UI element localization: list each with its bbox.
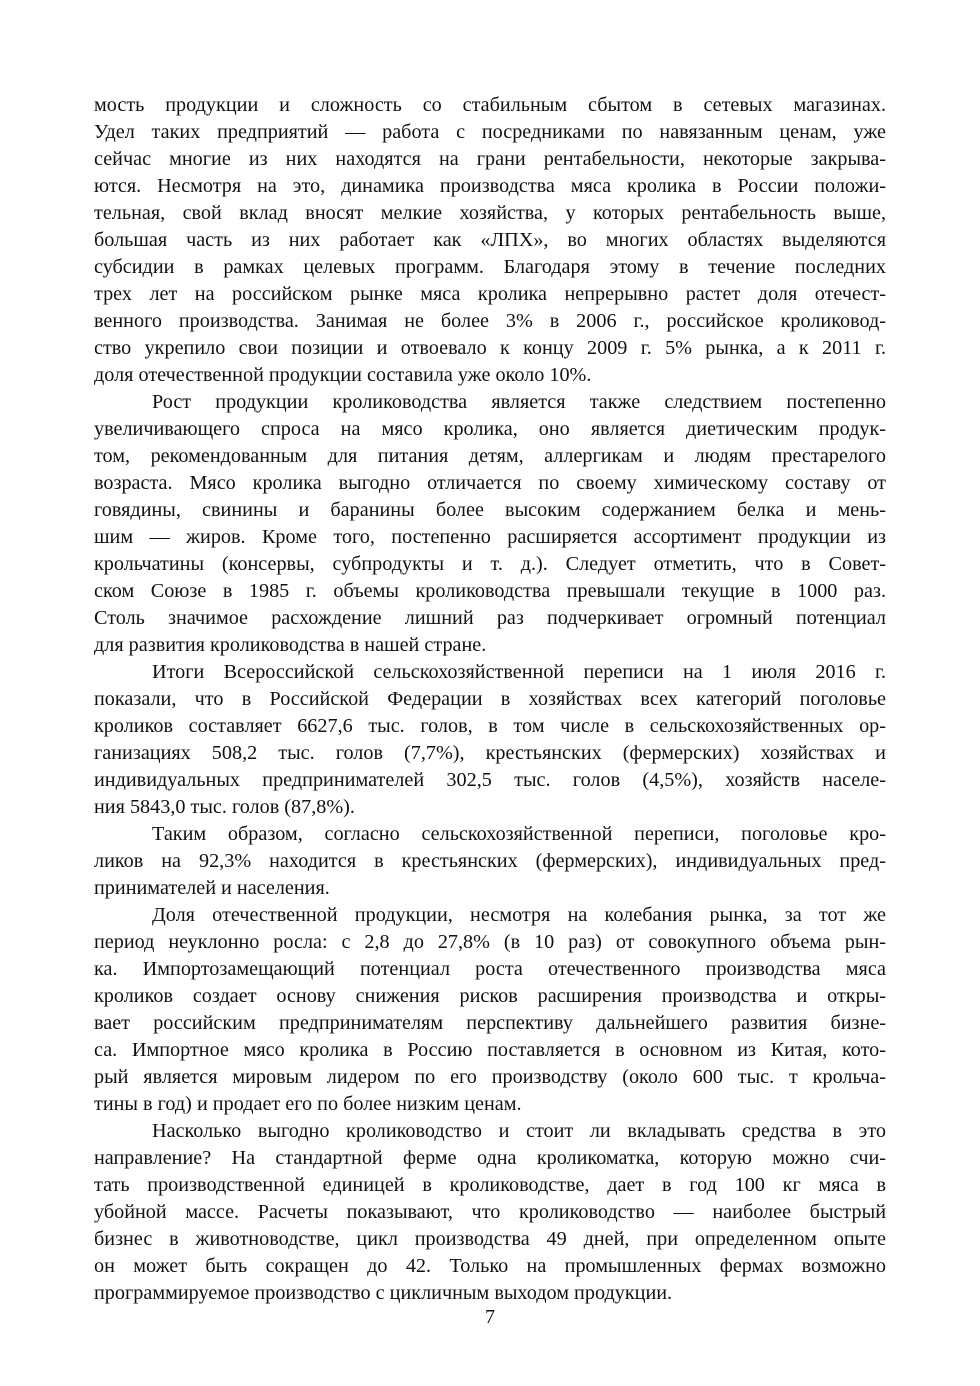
text-line: сейчас многие из них находятся на грани рентабельности, некоторые закрыва- — [94, 148, 886, 170]
text-line: для развития кролиководства в нашей стране. — [94, 634, 487, 656]
paragraph-6 — [94, 1118, 886, 1307]
paragraph-1 — [94, 92, 886, 389]
text-line: ния 5843,0 тыс. голов (87,8%). — [94, 796, 355, 818]
text-line: он может быть сокращен до 42. Только на промышленных фермах возможно — [94, 1255, 886, 1277]
text-line: увеличивающего спроса на мясо кролика, оно является диетическим продук- — [94, 418, 886, 440]
text-line: мость продукции и сложность со стабильным сбытом в сетевых магазинах. — [94, 94, 886, 116]
paragraph-5 — [94, 902, 886, 1118]
text-line: ском Союзе в 1985 г. объемы кролиководства превышали текущие в 1000 раз. — [94, 580, 886, 602]
text-line: убойной массе. Расчеты показывают, что кролиководство — наиболее быстрый — [94, 1201, 886, 1223]
text-line: направление? На стандартной ферме одна кроликоматка, которую можно счи- — [94, 1147, 886, 1169]
text-line: Доля отечественной продукции, несмотря на колебания рынка, за тот же — [152, 904, 886, 926]
text-line: период неуклонно росла: с 2,8 до 27,8% (в 10 раз) от совокупного объема рын- — [94, 931, 886, 953]
text-line: возраста. Мясо кролика выгодно отличается по своему химическому составу от — [94, 472, 886, 494]
paragraph-2 — [94, 389, 886, 659]
text-line: кроликов составляет 6627,6 тыс. голов, в том числе в сельскохозяйственных ор- — [94, 715, 886, 737]
text-line: ются. Несмотря на это, динамика производства мяса кролика в России положи- — [94, 175, 886, 197]
text-line: Итоги Всероссийской сельскохозяйственной переписи на 1 июля 2016 г. — [152, 661, 886, 683]
text-line: ство укрепило свои позиции и отвоевало к концу 2009 г. 5% рынка, а к 2011 г. — [94, 337, 886, 359]
text-line: индивидуальных предпринимателей 302,5 тыс. голов (4,5%), хозяйств населе- — [94, 769, 886, 791]
text-line: кроликов создает основу снижения рисков расширения производства и откры- — [94, 985, 886, 1007]
text-line: субсидии в рамках целевых программ. Благодаря этому в течение последних — [94, 256, 886, 278]
text-line: доля отечественной продукции составила уже около 10%. — [94, 364, 592, 386]
text-line: принимателей и населения. — [94, 877, 330, 899]
text-line: ликов на 92,3% находится в крестьянских (фермерских), индивидуальных пред- — [94, 850, 886, 872]
text-line: вает российским предпринимателям перспективу дальнейшего развития бизне- — [94, 1012, 886, 1034]
text-line: крольчатины (консервы, субпродукты и т. д.). Следует отметить, что в Совет- — [94, 553, 886, 575]
text-line: Столь значимое расхождение лишний раз подчеркивает огромный потенциал — [94, 607, 886, 629]
text-line: том, рекомендованным для питания детям, аллергикам и людям престарелого — [94, 445, 886, 467]
text-line: шим — жиров. Кроме того, постепенно расширяется ассортимент продукции из — [94, 526, 886, 548]
text-line: трех лет на российском рынке мяса кролика непрерывно растет доля отечест- — [94, 283, 886, 305]
text-line: большая часть из них работает как «ЛПХ», во многих областях выделяются — [94, 229, 886, 251]
text-line: говядины, свинины и баранины более высоким содержанием белка и мень- — [94, 499, 886, 521]
page-number: 7 — [485, 1306, 495, 1328]
text-line: венного производства. Занимая не более 3% в 2006 г., российское кроликовод- — [94, 310, 886, 332]
text-line: рый является мировым лидером по его производству (около 600 тыс. т крольча- — [94, 1066, 886, 1088]
page-body — [94, 92, 886, 1307]
paragraph-3 — [94, 659, 886, 821]
text-line: тины в год) и продает его по более низким ценам. — [94, 1093, 522, 1115]
text-line: показали, что в Российской Федерации в хозяйствах всех категорий поголовье — [94, 688, 886, 710]
paragraph-4 — [94, 821, 886, 902]
text-line: Рост продукции кролиководства является также следствием постепенно — [152, 391, 886, 413]
text-line: ка. Импортозамещающий потенциал роста отечественного производства мяса — [94, 958, 886, 980]
text-line: программируемое производство с цикличным выходом продукции. — [94, 1282, 673, 1304]
text-line: Таким образом, согласно сельскохозяйственной переписи, поголовье кро- — [152, 823, 886, 845]
text-line: бизнес в животноводстве, цикл производства 49 дней, при определенном опыте — [94, 1228, 886, 1250]
text-line: са. Импортное мясо кролика в Россию поставляется в основном из Китая, кото- — [94, 1039, 886, 1061]
text-line: тельная, свой вклад вносят мелкие хозяйства, у которых рентабельность выше, — [94, 202, 886, 224]
text-line: ганизациях 508,2 тыс. голов (7,7%), крестьянских (фермерских) хозяйствах и — [94, 742, 886, 764]
text-line: Насколько выгодно кролиководство и стоит ли вкладывать средства в это — [152, 1120, 886, 1142]
text-line: тать производственной единицей в кролиководстве, дает в год 100 кг мяса в — [94, 1174, 886, 1196]
text-line: Удел таких предприятий — работа с посредниками по навязанным ценам, уже — [94, 121, 886, 143]
